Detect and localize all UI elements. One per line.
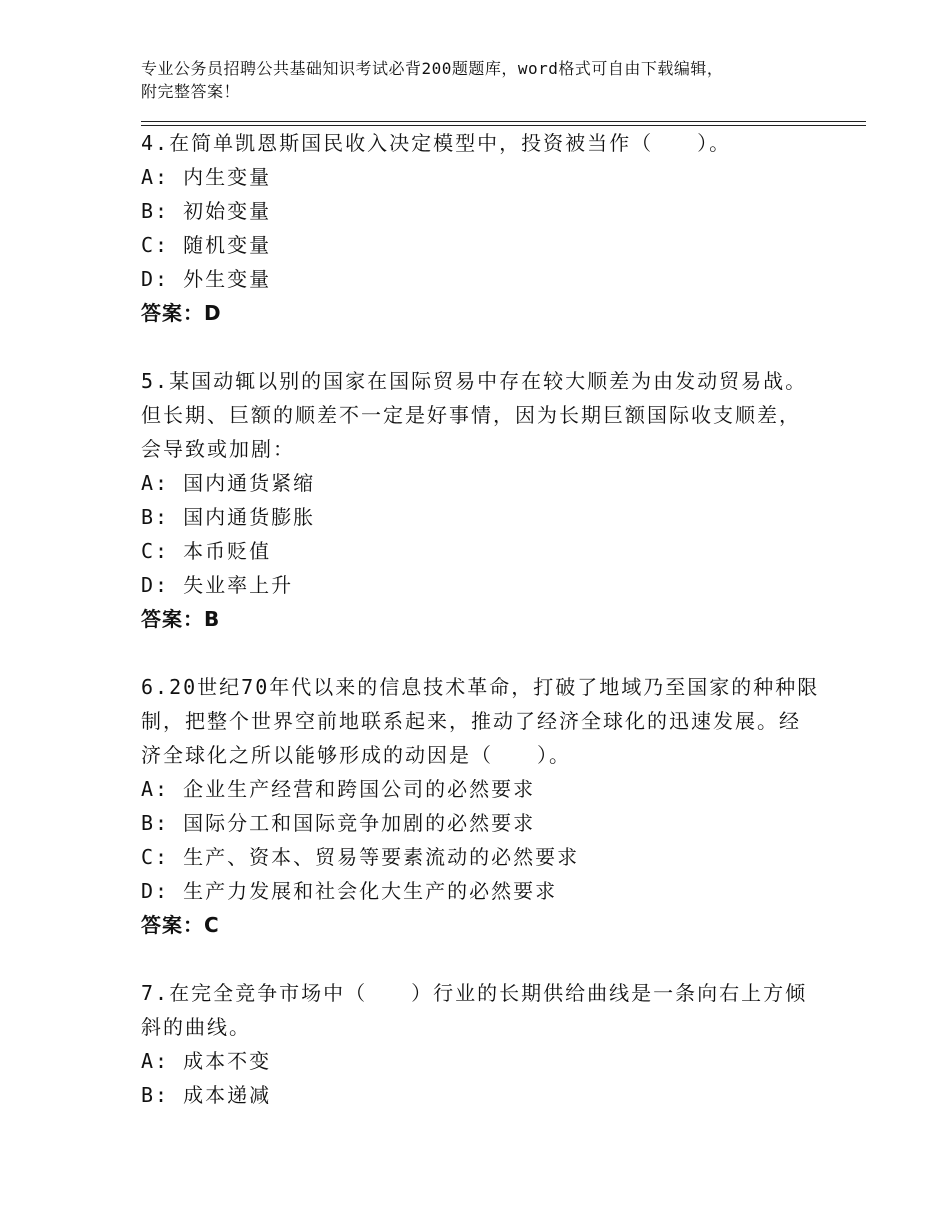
document-header xyxy=(141,57,841,103)
answer-label: 答案：D xyxy=(141,301,222,325)
option-b: B: 国际分工和国际竞争加剧的必然要求 xyxy=(141,811,536,835)
question-item xyxy=(141,976,841,1112)
question-stem: 会导致或加剧： xyxy=(141,437,295,461)
question-stem: 4.在简单凯恩斯国民收入决定模型中，投资被当作（ ）。 xyxy=(141,131,732,155)
option-c: C: 生产、资本、贸易等要素流动的必然要求 xyxy=(141,845,580,869)
option-a: A: 企业生产经营和跨国公司的必然要求 xyxy=(141,777,536,801)
question-stem: 6.20世纪70年代以来的信息技术革命，打破了地域乃至国家的种种限 xyxy=(141,675,820,699)
question-spacer xyxy=(141,330,841,364)
question-spacer xyxy=(141,942,841,976)
question-item xyxy=(141,126,841,330)
option-c: C: 随机变量 xyxy=(141,233,272,257)
question-stem: 济全球化之所以能够形成的动因是（ ）。 xyxy=(141,743,571,767)
header-line-1: 专业公务员招聘公共基础知识考试必背200题题库，word格式可自由下载编辑， xyxy=(141,59,724,78)
question-stem: 斜的曲线。 xyxy=(141,1015,251,1039)
question-stem: 制，把整个世界空前地联系起来，推动了经济全球化的迅速发展。经 xyxy=(141,709,801,733)
option-c: C: 本币贬值 xyxy=(141,539,272,563)
question-stem: 7.在完全竞争市场中（ ）行业的长期供给曲线是一条向右上方倾 xyxy=(141,981,808,1005)
header-divider-top xyxy=(141,121,866,122)
answer-label: 答案：B xyxy=(141,607,221,631)
option-b: B: 成本递减 xyxy=(141,1083,272,1107)
question-item xyxy=(141,364,841,636)
option-a: A: 内生变量 xyxy=(141,165,272,189)
question-list xyxy=(141,126,841,1112)
question-stem: 但长期、巨额的顺差不一定是好事情，因为长期巨额国际收支顺差， xyxy=(141,403,801,427)
option-b: B: 初始变量 xyxy=(141,199,272,223)
question-stem: 5.某国动辄以别的国家在国际贸易中存在较大顺差为由发动贸易战。 xyxy=(141,369,808,393)
question-spacer xyxy=(141,636,841,670)
option-d: D: 外生变量 xyxy=(141,267,272,291)
option-a: A: 成本不变 xyxy=(141,1049,272,1073)
header-line-2: 附完整答案！ xyxy=(141,82,241,101)
option-d: D: 失业率上升 xyxy=(141,573,294,597)
answer-label: 答案：C xyxy=(141,913,220,937)
option-a: A: 国内通货紧缩 xyxy=(141,471,316,495)
option-d: D: 生产力发展和社会化大生产的必然要求 xyxy=(141,879,558,903)
question-item xyxy=(141,670,841,942)
option-b: B: 国内通货膨胀 xyxy=(141,505,316,529)
